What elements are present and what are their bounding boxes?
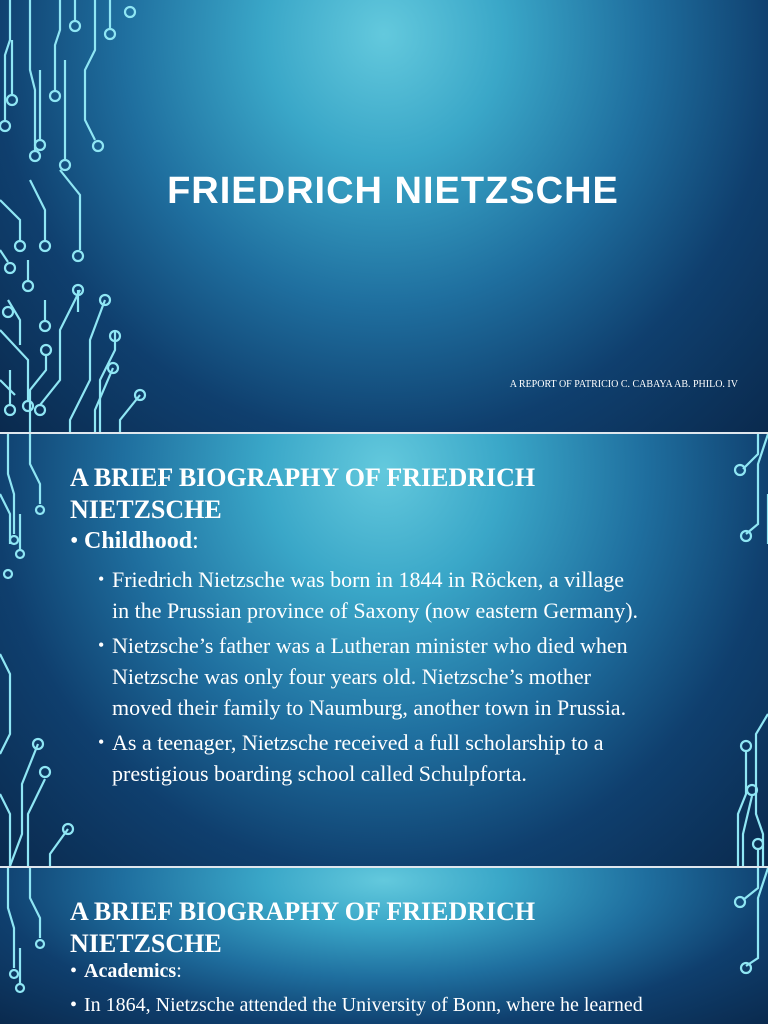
bullet-list (70, 958, 728, 1018)
biography-slide-academics[interactable] (0, 868, 768, 1024)
item-text: Friedrich Nietzsche was born in 1844 in Röcken, a village (112, 567, 624, 592)
list-item-section (70, 958, 728, 984)
circuit-decoration-left (0, 0, 170, 432)
bullet-icon: • (70, 528, 79, 554)
heading-line: NIETZSCHE (70, 495, 222, 524)
item-text: moved their family to Naumburg, another town in Prussia. (112, 695, 627, 720)
heading-line: A BRIEF BIOGRAPHY OF FRIEDRICH (70, 463, 536, 492)
biography-slide-childhood[interactable] (0, 434, 768, 866)
slide-heading (70, 896, 630, 960)
bullet-icon: • (98, 635, 105, 655)
circuit-decoration-left (0, 434, 80, 866)
item-text: prestigious boarding school called Schulpforta. (112, 761, 527, 786)
heading-line: NIETZSCHE (70, 929, 222, 958)
presentation-title: FRIEDRICH NIETZSCHE (167, 170, 619, 212)
bullet-icon: • (70, 994, 78, 1016)
item-text: In 1864, Nietzsche attended the University of Bonn, where he learned (84, 994, 643, 1016)
list-item-section (70, 526, 728, 556)
bullet-icon: • (98, 569, 105, 589)
list-item (98, 630, 728, 723)
heading-line: A BRIEF BIOGRAPHY OF FRIEDRICH (70, 897, 536, 926)
list-item (98, 727, 728, 789)
section-label: Childhood (84, 528, 193, 554)
slide-heading (70, 462, 630, 526)
list-item (70, 992, 728, 1018)
bullet-icon: • (98, 732, 105, 752)
section-suffix: : (192, 528, 199, 554)
section-suffix: : (176, 960, 182, 982)
item-text: As a teenager, Nietzsche received a full scholarship to a (112, 730, 604, 755)
item-text: Nietzsche was only four years old. Nietzsche’s mother (112, 664, 591, 689)
presentation-subtitle: A REPORT OF PATRICIO C. CABAYA AB. PHILO. IV (509, 379, 738, 390)
list-item (98, 564, 728, 626)
item-text: Nietzsche’s father was a Lutheran minister who died when (112, 633, 628, 658)
bullet-list (70, 526, 728, 789)
item-text: in the Prussian province of Saxony (now eastern Germany). (112, 598, 639, 623)
bullet-icon: • (70, 960, 78, 982)
title-slide[interactable] (0, 0, 768, 432)
section-label: Academics (84, 960, 177, 982)
circuit-decoration-left (0, 868, 60, 1024)
